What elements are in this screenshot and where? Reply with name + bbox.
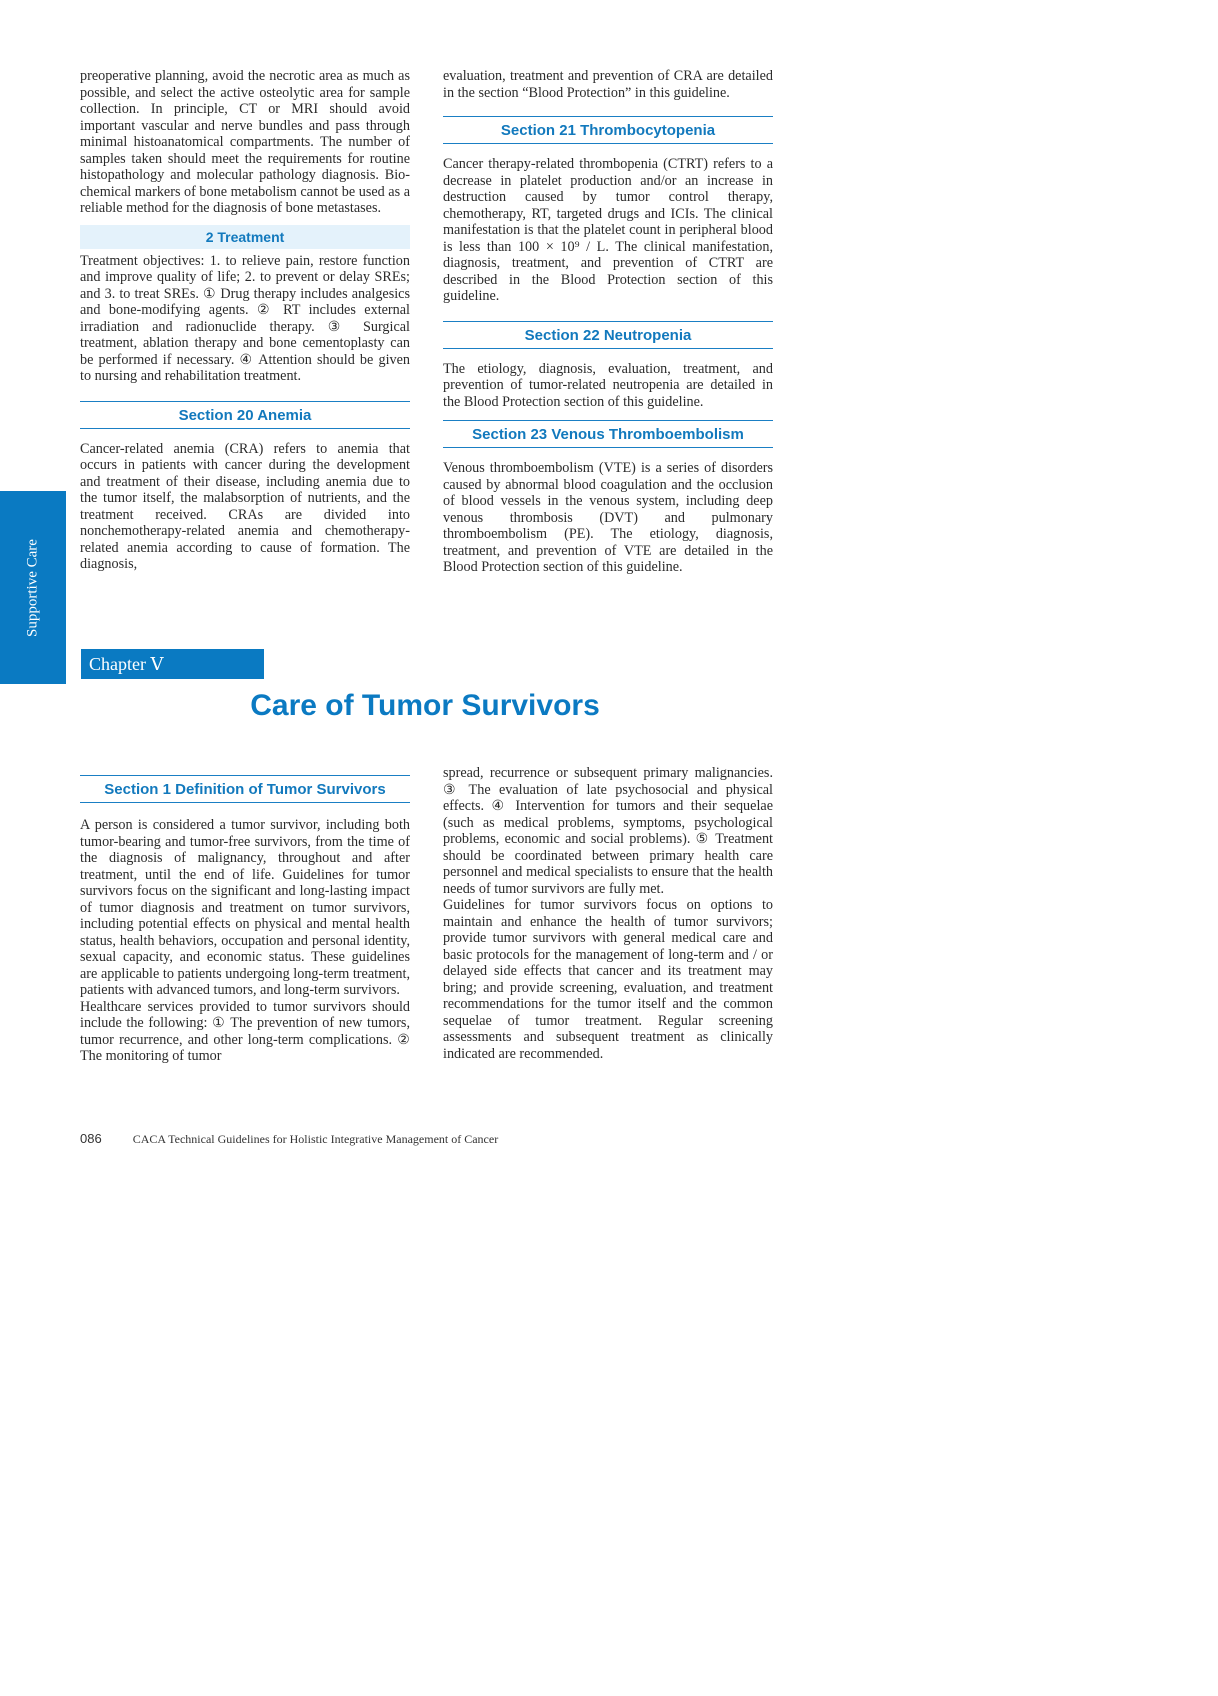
bottom-right-column	[443, 765, 773, 1062]
sidebar-tab-label: Supportive Care	[24, 538, 41, 637]
top-right-column	[443, 68, 773, 576]
paragraph-neutropenia: The etiology, diagnosis, evaluation, treatment, and prevention of tumor-related neutropenia are detailed in the Blood Protection section of this guideline.	[443, 360, 773, 410]
bottom-left-column	[80, 775, 410, 1065]
paragraph-anemia: Cancer-related anemia (CRA) refers to anemia that occurs in patients with cancer during the development and treatment of their disease, including anemia due to the tumor itself, the malabsorption of nutrients, and the treatment received. CRAs are divided into nonchemotherapy-related anemia and chemotherapy-related anemia according to cause of formation. The diagnosis,	[80, 440, 410, 572]
chapter-label: Chapter Ⅴ	[81, 649, 264, 679]
paragraph-services-continued: spread, recurrence or subsequent primary malignancies. ③ The evaluation of late psychosocial and physical effects. ④ Intervention for tumors and their sequelae (such as medical problems, symptoms, psychological problems, economic and social problems). ⑤ Treatment should be coordinated between primary health care personnel and medical specialists to ensure that the health needs of tumor survivors are fully met.	[443, 765, 773, 897]
page-number: 086	[80, 1131, 102, 1146]
paragraph-vte: Venous thromboembolism (VTE) is a series of disorders caused by abnormal blood coagulation and the occlusion of blood vessels in the venous system, including deep venous thrombosis (DVT) and pulmonary thromboembolism (PE). The etiology, diagnosis, treatment, and prevention of VTE are detailed in the Blood Protection section of this guideline.	[443, 460, 773, 575]
section-heading-vte: Section 23 Venous Thromboembolism	[443, 420, 773, 448]
section-heading-definition: Section 1 Definition of Tumor Survivors	[80, 775, 410, 803]
paragraph-cra-continued: evaluation, treatment and prevention of CRA are detailed in the section “Blood Protection” in this guideline.	[443, 68, 773, 101]
sidebar-tab	[0, 491, 66, 684]
section-heading-neutropenia: Section 22 Neutropenia	[443, 321, 773, 349]
subheading-treatment: 2 Treatment	[80, 225, 410, 249]
running-title: CACA Technical Guidelines for Holistic Integrative Management of Cancer	[132, 1132, 499, 1146]
paragraph-guidelines-focus: Guidelines for tumor survivors focus on options to maintain and enhance the health of tumor survivors; provide tumor survivors with general medical care and basic protocols for the management of long-term and / or delayed side effects that cancer and its treatment may bring; and provide screening, evaluation, and treatment recommendations for the tumor itself and the common sequelae of tumor treatment. Regular screening assessments and subsequent treatment as clinically indicated are recommended.	[443, 897, 773, 1062]
top-left-column	[80, 68, 410, 573]
section-heading-thrombocytopenia: Section 21 Thrombocytopenia	[443, 116, 773, 144]
paragraph-treatment: Treatment objectives: 1. to relieve pain, restore function and improve quality of life; 2. to prevent or delay SREs; and 3. to treat SREs. ① Drug therapy includes analgesics and bone-modifying agents. ② RT includes external irradiation and radionuclide therapy. ③ Surgical treatment, ablation therapy and bone cementoplasty can be performed if necessary. ④ Attention should be given to nursing and rehabilitation treatment.	[80, 252, 410, 384]
paragraph-thrombocytopenia: Cancer therapy-related thrombopenia (CTRT) refers to a decrease in platelet production and/or an increase in destruction caused by tumor control therapy, chemotherapy, RT, targeted drugs and ICIs. The clinical manifestation is that the platelet count in peripheral blood is less than 100 × 10⁹ / L. The clinical manifestation, diagnosis, treatment, and prevention of CTRT are described in the Blood Protection section of this guideline.	[443, 156, 773, 304]
chapter-title: Care of Tumor Survivors	[250, 689, 600, 722]
paragraph-healthcare-services: Healthcare services provided to tumor survivors should include the following: ① The prevention of new tumors, tumor recurrence, and other long-term complications. ② The monitoring of tumor	[80, 998, 410, 1064]
paragraph-definition: A person is considered a tumor survivor, including both tumor-bearing and tumor-free survivors, from the time of the diagnosis of malignancy, throughout and after treatment, until the end of life. Guidelines for tumor survivors focus on the significant and long-lasting impact of tumor diagnosis and treatment on tumor survivors, including potential effects on physical and mental health status, health behaviors, occupation and personal identity, sexual capacity, and economic status. These guidelines are applicable to patients undergoing long-term treatment, patients with advanced tumors, and long-term survivors.	[80, 817, 410, 998]
paragraph-biopsy: preoperative planning, avoid the necrotic area as much as possible, and select the active osteolytic area for sample collection. In principle, CT or MRI should avoid important vascular and nerve bundles and pass through minimal histoanatomical compartments. The number of samples taken should meet the requirements for routine histopathology and molecular pathology diagnosis. Biochemical markers of bone metabolism cannot be used as a reliable method for the diagnosis of bone metastases.	[80, 68, 410, 216]
section-heading-anemia: Section 20 Anemia	[80, 401, 410, 429]
page-footer	[80, 1131, 498, 1147]
